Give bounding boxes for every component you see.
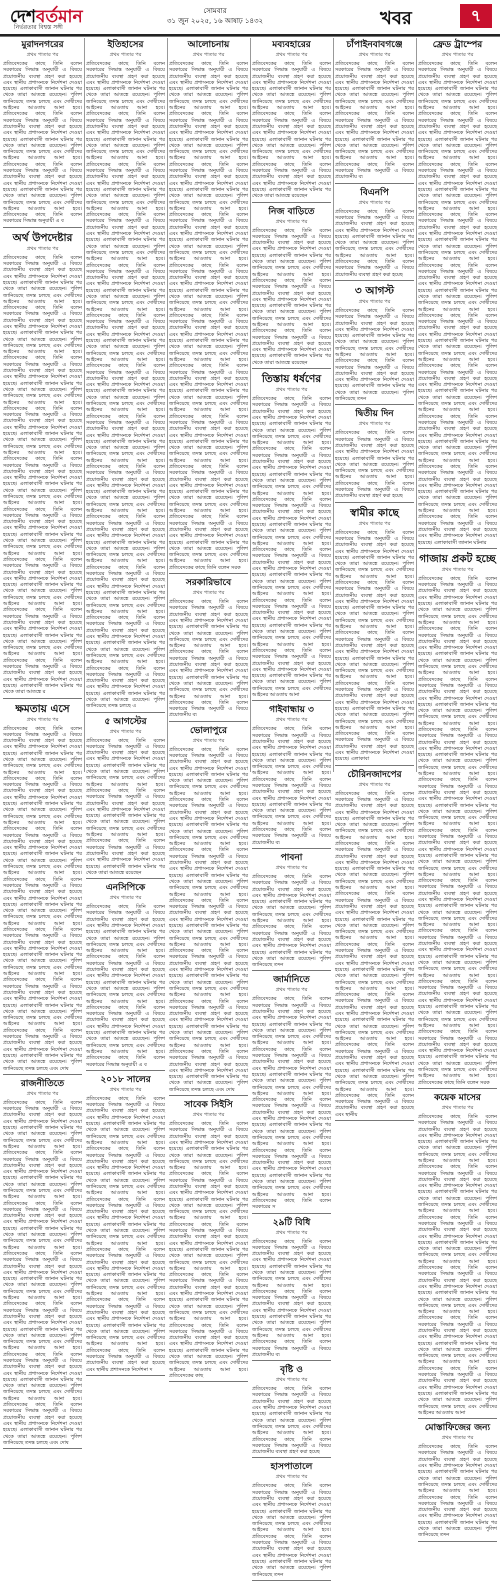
story-divider (335, 765, 414, 766)
story-headline[interactable]: ২৯টি বিধি (272, 1217, 311, 1228)
page-number: ৭ (460, 4, 492, 28)
news-story[interactable] (335, 770, 414, 1121)
continuation-note: প্রথম পাতার পর (358, 421, 391, 428)
news-story[interactable] (86, 717, 165, 880)
continuation-note: প্রথম পাতার পর (275, 717, 308, 724)
story-body: প্রতিবেদকের কাছে তিনি বলেন সরকারের সিদ্ধান্ত অনুযায়ী এ বিষয়ে প্রয়োজনীয় ব্যবস্থা গ্রহণ করা হয়েছে এবং স্থানীয় প্রশাসনকে নির্দেশনা দেওয়া হয়েছে। এলাকাবাসী জানান ঘটনার পর থেকে তারা আতঙ্কে রয়েছেন। পুলিশ জানিয়েছে তদন্ত চলছে এবং দোষীদের আইনের আওতায় আনা হবে। প্রতিবেদকের কাছে তিনি বলেন সরকারের সিদ্ধান্ত অনুযায়ী এ বিষয়ে প্রয়োজনীয় ব্যবস্থা গ্রহণ করা হয়েছ (335, 208, 414, 278)
story-headline[interactable]: চাঁপাইনবাবগঞ্জে (346, 40, 403, 50)
news-story[interactable] (86, 1075, 165, 1376)
story-body: প্রতিবেদকের কাছে তিনি বলেন সরকারের সিদ্ধান্ত অনুযায়ী এ বিষয়ে প্রয়োজনীয় ব্যবস্থা গ্রহণ করা হয়েছে এবং স্থানীয় প্রশাসনকে নির্দেশনা দেওয়া হয়েছে। এলাকাবাসী জানান ঘটনার পর থেকে তারা আতঙ্কে রয়েছেন। পুলিশ জানিয়েছে তদন্ত চলছে এবং দোষীদের আইনের আওতায় আনা হবে। প্রতিবেদকের কাছে তিনি বলেন সরকারের সিদ্ধান্ত অনুযায়ী এ বিষয়ে প্রয়োজনীয় ব্যবস্থা গ্রহণ করা হয়েছে এবং স্থানীয় প্রশাসনকে নির্দেশনা দেওয়া হয়েছে। এলাকাবাসী জানান ঘটনার পর থেকে তারা আতঙ্কে রয়েছেন। পুলিশ জানিয়েছে তদন্ত চলছে এবং দোষীদের আইনের আওতায় আনা হবে। প্রতিবেদকের কাছে তিনি বলেন সরকারের সিদ্ধান্ত অনুযায়ী এ বিষয়ে প্রয়োজনীয় ব্যবস্থা গ্রহণ করা হয়েছে এবং স্থানীয় প্রশাসনকে নির্দেশনা দেওয়া হয়েছে। এলাকাবাসী জানান ঘটনার পর থেকে তারা আতঙ্কে রয়েছেন। পুলিশ জানিয়েছে তদন্ত চলছে এবং দোষীদের আইনের আওতায় আনা হবে। প্রতিবেদকের কাছে তিনি বলেন সরকারের সিদ্ধান্ত অনুযায়ী এ বিষয়ে প্রয়োজনীয় ব্যবস্থা গ্রহণ করা হয়েছে এবং স্থানীয় প্রশাসনকে নির্দেশনা দেওয়া হয়েছে। এলাকাবাসী জানান ঘটনার পর থেকে তারা আতঙ্কে রয়েছেন। পুলিশ জানিয়েছে তদন্ত চলছে এবং দোষীদের আইনের আওতায় আনা হবে। প্রতিবেদকের কাছে তিনি বলেন সরকারের সিদ্ধান্ত অনুযায়ী এ বিষয়ে প্রয়োজনীয় ব্যবস্থা গ্রহণ করা হয়েছে এবং স্থানীয় প্রশাসনকে নির্দেশনা দেওয়া হয়েছে। এলাকাবাসী জানান ঘটনার পর থেকে তারা আতঙ্কে রয়েছেন। পুলিশ জানিয়েছে তদন্ত চলছে এবং দোষীদের আইনের আওতায় আনা হবে। প্রতিবেদকের কাছে তিনি বলেন সরকারের সিদ্ধান্ত অনুযায়ী এ বিষয়ে প্রয়োজনীয় ব্যবস্থা গ্রহণ করা হয়েছে এবং স্থানীয় প্রশাসনকে নির্দেশনা দেওয়া হয়েছে। এলাকাবাসী জানান ঘটনার পর থেকে তারা আতঙ্কে রয়েছেন। পুলিশ জানিয়েছে তদন্ত চলছে এবং দোষীদের আইনের আওতায় আনা হবে। প্রতিবেদকের কাছে তিনি বলেন সরকারের সিদ্ধান্ত অনুযায়ী এ বিষয়ে প্রয়োজনীয় ব্যবস্থা গ্রহণ করা হয়েছে এবং স্থানীয় প্রশাসনকে নির্দেশনা দেওয়া হয়েছে। এলাকাবাসী জানান ঘটনার পর থেকে তারা আতঙ্কে রয়েছেন। পুলিশ জানিয়েছে তদন্ত চলছে এবং দোষীদের আইনের আওতায় আনা হবে। প্রতিবেদকের কাছে তিনি বলেন সরকারের সিদ্ধান্ত অনুযায়ী এ বিষয়ে প্রয়োজনীয় ব্যবস্থা গ্রহণ করা হয়েছে এবং স্থানীয় প্রশাসনকে নির্দেশনা দেওয়া হয়েছে। এলাকাবাসী জানান ঘটনার পর থেকে তারা আতঙ্কে রয়েছেন। পুলিশ জানিয়েছে তদন্ত চলছে এবং দোষীদের আইনের আওতায় আনা হবে। প্রতিবেদকের কাছে তিনি বলেন সরকারের সিদ্ধান্ত অনুযায়ী এ বিষয়ে প্রয়োজনীয় ব্যবস্থা গ্রহণ করা হয়েছে এবং স্থানীয় প্রশাসনকে নির্দেশনা দেওয়া হয়েছে। এলাকাবাসী জানান ঘটনার পর থেকে তারা আতঙ্কে র (3, 254, 82, 696)
continuation-note: প্রথম পাতার পর (358, 199, 391, 206)
story-headline[interactable]: গাইবান্ধায় ৩ (269, 705, 314, 716)
story-body: প্রতিবেদকের কাছে তিনি বলেন সরকারের সিদ্ধান্ত অনুযায়ী এ বিষয়ে প্রয়োজনীয় ব্যবস্থা গ্রহণ করা হয়েছে এবং স্থানীয় প্রশাসনকে নির্দেশনা দেওয়া হয়েছে। এলাকাবাসী জানান ঘটনার পর থেকে তারা আতঙ্কে রয়েছেন। পুলিশ জানিয়েছে তদন্ত চলছে এবং দোষীদের আইনের আওতায় আনা হবে। প্রতিবেদকের কাছে তিনি বলেন সরকারের সিদ্ধান্ত অনুযায়ী এ বিষয়ে প্রয়োজনীয় ব্যবস্থা গ্রহণ করা হয়েছে এবং স্থানীয় প্রশাসনকে নির্দেশনা দেওয়া হয়েছে। এলাকাবাসী জানান ঘটনার পর থেকে তারা আতঙ্কে রয়েছেন। পুলিশ জানিয়েছে তদন্ত চলছে এবং দোষীদের আইনের আওতায় আনা হবে। প্রতিবেদকের কাছে তিনি বলেন সরকারের সিদ্ধান্ত অনুযায়ী এ বিষয়ে প্রয়োজনীয় ব্যবস্থা গ্রহণ করা হয়েছে এবং স্থানীয় প্রশাসনকে নির্দেশনা দেওয়া হয়েছে। এলাকাবাসী জানান ঘটনার পর থেকে তারা আতঙ্কে রয়েছেন। পুলিশ জানিয়েছে তদন্ত চলছে এবং দোষীদের আইনের আওতায় আনা হবে। প্রতিবেদকের কাছে তিনি বলেন সরকারের সিদ্ধান্ত অনুযায়ী এ বিষয়ে প্রয়োজনীয় ব্যবস্থা গ্রহণ করা হয়েছে এবং স্থানীয় প্রশাসনকে নির্দেশনা দেওয়া হয়েছে। এলাকাবাসী জানান ঘটনার পর থেকে তারা আতঙ্কে রয়েছেন। পুলিশ জানিয়েছে তদন্ত চলছে এবং দোষীদের আইনের আওতায় আনা হবে। প্রতিবেদকের কাছে তিনি বলেন সরকারের সিদ্ধান্ত অনুযায়ী এ বিষয়ে প্রয়োজনীয় ব্যবস্থা গ্রহণ করা হয়েছে এবং স্থানীয় প্রশাসনকে নির্দেশনা দেওয়া হয়েছে। এলাকাবাসী জানান ঘটনার পর থেকে তারা আতঙ্কে রয়েছেন। পুলিশ জানিয়েছে তদন্ত চলছে এবং দোষীদের আইনের আওতায় আনা হবে। প্রতিবেদকের কাছে তিনি বলেন সরকারের সিদ্ধান্ত অনুযায়ী এ বিষয়ে প্রয়োজনীয় ব্যবস্থা গ্রহণ করা হয়েছে এবং স্থানীয় প্রশাসনকে নির্দেশনা দেওয়া হয়েছে। এলাকাবাসী জানান ঘটনার পর থেকে তারা আতঙ্কে রয়েছেন। পুলিশ জানিয়েছে তদন্ত চলছে এবং দোষীদের আইনের আওতায় আনা হবে। প্রতিবেদকের কাছে তিনি বলেন সরকারের সিদ্ধান্ত অনুযায়ী এ বিষয়ে প্রয়োজনীয় ব্যবস্থা গ্রহণ করা হয়েছে এবং স্থানীয় প্রশাসনকে নির্দেশনা দেওয়া হয়েছে। এলাকাবাসী জানান ঘটনার পর থেকে তারা আতঙ্কে রয়েছেন। পুলিশ জানিয়েছে তদন্ত চলছে এবং দোষ (169, 746, 248, 1093)
news-story[interactable] (252, 1462, 331, 1580)
story-body: প্রতিবেদকের কাছে তিনি বলেন সরকারের সিদ্ধান্ত অনুযায়ী এ বিষয়ে প্রয়োজনীয় ব্যবস্থা গ্রহণ করা হয়েছে এবং স্থানীয় প্রশাসনকে নির্দেশনা দেওয়া হয়েছে। এলাকাবাসী জানান ঘটনার পর থেকে তারা আতঙ্কে রয়েছেন। পুলিশ জানিয়েছে তদন্ত চলছে এবং দোষীদের আইনের আওতায় আনা হবে। প্রতিবেদকের কাছে তিনি বলেন সরকারের সিদ্ধান্ত অনুযায়ী এ বিষয়ে প্রয়োজনীয় ব্যবস্থা গ্রহণ করা হয়েছে এবং স্থানীয় প্রশাসনকে নির্দেশনা দেওয়া হয়েছে। এলাকাবাসী জানান ঘটনার পর থেকে তারা আতঙ্কে রয়েছেন। পুলিশ জানিয়েছে তদন্ত চলছে এবং দোষীদের আইনের আওতায় আনা হবে। প্রতিবেদকের কাছে তিনি বলেন সরকারের সিদ্ধান্ত অনুযায়ী এ বিষয়ে প্রয়োজনীয় ব্যবস্থা গ্রহণ করা হয়েছে এবং স্থানীয় প্রশাসনকে নির্দেশনা দেওয়া হয়েছে। এলাকাবাসী জানান ঘটনার পর থেকে তারা আতঙ্কে রয়েছেন। পুলিশ জানিয়েছে তদন্ত চলছে এবং দোষীদের আইনের আওতায় আনা হবে। প্রতিবেদকের কাছে তিনি বলেন সরকারের সিদ্ধান্ত অনুযায়ী এ ব (3, 61, 82, 225)
story-headline[interactable]: সরকারিভাবে (185, 578, 232, 589)
story-divider (418, 548, 497, 549)
continuation-note: প্রথম পাতার পর (275, 218, 308, 225)
column-1 (3, 38, 82, 1446)
continuation-note: প্রথম পাতার পর (358, 52, 391, 58)
news-story[interactable] (86, 40, 165, 713)
news-story[interactable] (169, 40, 248, 574)
story-divider (252, 1457, 331, 1458)
story-body: প্রতিবেদকের কাছে তিনি বলেন সরকারের সিদ্ধান্ত অনুযায়ী এ বিষয়ে প্রয়োজনীয় ব্যবস্থা গ্রহণ করা হয়েছে এবং স্থানীয় প্রশাসনকে নির্দেশনা দেওয়া হয়েছে। এলাকাবাসী জানান ঘটনার পর থেকে তারা আতঙ্কে রয়েছেন। পুলিশ জানিয়েছে তদন্ত চলছে এবং দোষীদের আইনের আওতায় আনা হবে। প্রতিবেদকের কাছে তিনি বলেন সরকারের সিদ্ধান্ত অনুযায়ী এ বিষয়ে প্রয়োজনীয় ব্যবস্থা গ্রহণ করা হয়েছে এবং স্থানীয় প্রশাসনকে নির্দেশনা দেওয়া হয়েছে। এলাকাবাসী জানান ঘটনার পর থেকে তারা আতঙ্কে রয়েছেন। পুলিশ জানিয়েছে তদন্ত চলছে এবং দোষীদের আইনের আওতায় আনা হবে। প্রতিবেদকের কাছে তিনি বলেন সরকারের সিদ্ধান্ত অনুযায়ী এ বিষয়ে প্রয়োজনীয় ব্যবস্থা গ্রহণ করা হয়েছে এবং স্থানীয় প্রশাসনকে নির্দেশনা দেওয়া হয়েছে। এলাকাবাসী জানান ঘটনার পর থেকে তারা আতঙ্কে রয়েছেন। পুলিশ জানিয়েছে তদন্ত চলছে এবং দোষীদের আইনের আওতায় আনা হবে। প্রতিবেদকের কাছে তিনি বলেন সরকারের সিদ্ধান্ত অনুযায়ী এ বিষয়ে প্রয়োজনীয় ব্যবস্থা গ্রহণ করা হয়েছে এবং স্থানীয় প্রশাসনকে নির্দেশনা দেওয়া হয়েছে। এলাকাবাসী জানান ঘটনার পর থেকে তারা আতঙ্কে রয়েছেন। পুলিশ জানিয়েছে তদন্ত চলছে এবং দোষীদের আইনের আওতায় আনা হবে। প্রতিবেদকের কাছে তিনি বলেন সরকারের স (252, 996, 331, 1211)
news-story[interactable] (252, 373, 331, 701)
story-divider (3, 1448, 82, 1449)
story-divider (335, 280, 414, 281)
story-headline[interactable]: ভোলাপুরে (190, 725, 227, 736)
story-body: প্রতিবেদকের কাছে তিনি বলেন সরকারের সিদ্ধান্ত অনুযায়ী এ বিষয়ে প্রয়োজনীয় ব্যবস্থা গ্রহণ করা হয়েছে এবং স্থানীয় প্রশাসনকে নির্দেশনা দেওয়া হয়েছে। এলাকাবাসী জানান ঘটনার পর থেকে তারা আতঙ্কে রয়েছেন। পুলিশ জানিয়েছে তদন্ত চলছে এবং দোষীদের আইনের আওতায় আনা হবে। প্রতিবেদকের কাছে তিনি বলেন সরকারের সিদ্ধান্ত অনুযায়ী এ বিষয়ে প্রয়োজনীয় ব্যবস্থা গ্রহণ করা হয়েছে এবং স্থানীয় প্রশাসনকে নির্দেশনা দেওয়া হয়েছে। এলাকাবাসী জানান ঘটনার পর থেকে তারা আতঙ্কে রয়েছেন। পুলিশ জানিয়েছে তদন (335, 307, 414, 403)
story-body: প্রতিবেদকের কাছে তিনি বলেন সরকারের সিদ্ধান্ত অনুযায়ী এ বিষয়ে প্রয়োজনীয় ব্যবস্থা গ্রহণ করা হয়েছে এবং স্থানীয় প্রশাসনকে নির্দেশনা দেওয়া হয়েছে। এলাকাবাসী জানান ঘটনার পর থেকে তারা আতঙ্কে রয়েছেন। পুলিশ জানিয়েছে তদন্ত চলছে এবং দোষীদের আইনের আওতায় আনা হবে। প্রতিবেদকের কাছে তিনি বলেন সরকারের সিদ্ধান্ত অনুযায়ী এ বিষয়ে প্রয়োজনীয় ব্যবস্থা গ্রহণ করা হয়েছে এবং স্থানীয় প্রশাসনকে নির্দেশনা দেওয়া হয়েছে। এলাকাবাসী জানান ঘটনার পর থেকে তারা আতঙ্কে রয়েছেন। পুলিশ জানিয়েছে তদন্ত চলছে এবং দোষীদের আইনের আওতায় আনা হবে। প্রতিবেদকের কাছে তিনি বলেন সরকারের সিদ্ধান্ত অনুযায়ী এ বিষয়ে প্রয়োজনীয় ব্যবস্থা গ্রহণ করা হয়েছে এবং স্থানীয় প্রশাসনকে নির্দেশনা দেওয়া হয়েছে। এলাকাবাসী জানান ঘটনার পর থেকে তারা আতঙ্কে রয়েছেন। পুলিশ জানিয়েছে তদন্ত চলছে এবং দোষীদের আইনের আওতায় আনা হবে। প্রতিবেদকের কাছে তিনি বলেন সরকারের সিদ্ধান্ত অনুযায়ী এ বিষয়ে প্রয়োজনীয় ব্যবস্থা গ্রহণ করা হয়েছে এবং স্থানীয় প্রশাসনকে নির্দেশনা দেওয়া হয়েছে। এলাকাবাসী জানান ঘটনার পর থেকে তারা আতঙ্কে রয়েছেন। পুলিশ জানিয়েছে তদন্ত চলছে এবং দোষীদের আইনের আওতায় আনা হবে। প্রতিবেদকের কাছে তিনি বলেন সরকারের সিদ্ধান্ত অনুযায়ী এ বিষয়ে প্রয়োজনীয় ব্যবস্থা গ্রহণ করা হয়েছে এবং স্থানীয় প্রশাসনকে নির্দেশনা দেওয়া হয়েছে। এলাকাবাসী জানান ঘটনার পর থেকে তারা আতঙ্কে রয়েছেন। পুলিশ জানিয়েছে তদন্ত চলছে এবং দোষীদের আইনের আওতায় আনা হবে। প্রতিবেদকের কাছে তিনি বলেন সরকারের সিদ্ধান্ত অনুযায়ী এ বিষয়ে প্রয়োজনীয় ব্যবস্থা গ্রহণ করা হয়েছে এবং স্থানীয় প্রশাসনকে নির্দেশনা দেওয়া হয়েছে। এলাকাবাসী জানান ঘটনার পর থেকে তারা আতঙ্কে রয়েছেন। পুলিশ জানিয়েছে তদন্ত চলছে এবং দোষীদের আইনের আওতায় আনা হবে। প্রতিবেদকের কাছে তিনি বলেন সরকারের সিদ্ধান্ত অনুযায়ী এ বিষয়ে প্রয়োজনীয় ব্যবস্থা গ্রহণ করা হয়েছে এবং স্থানীয় প্রশাসনকে নির্দেশনা দেওয়া হয়েছে। এলাকাবাসী জানান ঘটনার পর থেকে তারা আতঙ্কে রয়েছেন। পুলিশ জানিয়েছে তদন্ত চলছে এবং দোষীদের আইনের আওতায় আনা হবে। প্রতিবেদকের কাছে তিনি বলেন সরকারের সিদ্ধান্ত অনুযায়ী এ বিষয়ে প্রয়োজনীয় ব্যবস্থা গ্রহণ করা হয়েছে এবং স্থানীয় প্রশাসনকে নির্দেশনা দেওয়া হয়েছে। এলাকাবাসী জানান ঘটনার পর থেকে তারা আতঙ্কে রয়েছেন। পুলিশ জানিয়েছে তদন্ত চলছে এবং দোষীদের আইনের আওতায় আনা হবে। প্রতিবেদকের কাছে তিনি বলেন সরকারের সিদ্ধান্ত অনুযায়ী এ বিষয়ে প্রয়োজনীয় ব্যবস্থা গ্রহণ করা হয়েছে এবং স্থানীয় প্রশাসনকে নির্দেশনা দেওয়া হয়েছে। এলাকাবাসী জানান ঘটনার পর থেকে তারা আতঙ্কে রয়েছেন। পুলিশ জানিয়েছে তদন্ত চলছে এবং দোষীদের আইনের আওতায় আনা হবে। প্রতিবেদকের কাছে তিনি বলেন সরকারের সিদ্ধান্ত অনুযায়ী এ বিষয়ে প্রয়োজনীয় ব্যবস্থা গ্রহণ করা হয়েছে এবং স্থানীয় প্রশাসনকে নির্দেশনা দেওয়া হয়েছে। এলাকাবাসী জানান ঘটনার (418, 61, 497, 546)
story-divider (3, 1074, 82, 1075)
story-divider (252, 368, 331, 369)
column-separator (84, 38, 85, 772)
story-divider (252, 1360, 331, 1361)
logo-part-2: বর্তমান (35, 7, 83, 27)
story-headline[interactable]: এনসিপিকে (105, 883, 146, 894)
story-body: প্রতিবেদকের কাছে তিনি বলেন সরকারের সিদ্ধান্ত অনুযায়ী এ বিষয়ে প্রয়োজনীয় ব্যবস্থা গ্রহণ করা হয়েছে এবং স্থানীয় প্রশাসনকে নির্দেশনা দেওয়া হয়েছে। এলাকাবাসী জানান ঘটনার পর থেকে তারা আতঙ্কে রয়েছেন। পুলিশ জানিয়েছে তদন্ত চলছে এবং দোষীদের আইনের আওতায় আনা হবে। প্রতিবেদকের কাছে তিনি বলেন সরকারের সিদ্ধান্ত অনুযায়ী এ বিষয়ে প্রয়োজনীয় ব্যবস্থা গ্রহণ করা হয়েছে এবং স্থানীয় প্রশাসনকে নির্দেশনা দেওয়া হয়েছে। এলাকাবাসী জানান ঘটনার পর থেকে তারা আতঙ্কে রয়েছেন। পুলিশ জানিয়েছে তদন্ত চলছে এবং দোষীদের আইনের আওতায় আনা হবে। প্রতিবেদকের কাছে তিনি বলেন সরকারের সিদ্ধান্ত অনুযায়ী এ বিষয়ে প্রয়োজনীয় ব্যবস্থা গ্রহণ করা হয়েছে এবং স্থানীয় প্রশাসনকে নির্দেশনা দেওয়া হয়েছে। এলাকাবাসী জানান ঘটনার পর থেকে তারা আতঙ্কে রয়েছেন। পুলিশ জানিয়েছে তদন্ত চলছে এবং দোষীদের আইনের আওতায় আনা হবে। প্রতিবেদকের কাছে তিনি বলেন সরকারের সিদ্ধান্ত অনুযায়ী এ বিষয়ে প্রয়োজনীয় ব্যবস্থা গ্রহণ করা হয়েছে এবং স্থানীয় প্রশাসনকে নির্দেশনা দেওয়া হয়েছে। এলাকাবাসী জানান ঘটনার পর থেকে তারা আতঙ্কে রয়েছেন। পুলিশ জানিয়েছে তদন্ত চলছে এবং দোষীদের আইনের আওতায় আনা হবে। প্রতিবেদকের কাছে তিনি বলেন সরকারের সিদ্ধান্ত অনুযায়ী এ বিষয়ে প্রয়োজনীয় ব্যবস্থা গ্রহণ করা হয়েছে এবং স্থানীয় প্রশাসনকে নির্দেশনা দেওয়া হয়েছে। এলাকাবাসী জানান ঘটনার পর থেকে তারা আতঙ্কে রয়েছেন। পুলিশ জানিয়েছে তদন্ত চলছে এবং দোষীদের আইনের আওতায় আনা হবে। প্রতিবেদকের কাছে তিনি বলেন সরকারের সিদ্ধান্ত অনুযায়ী এ বিষয়ে প্রয়োজনীয় ব্যবস্থা গ্রহণ করা হয়েছে এবং স্থানীয় প্রশাসনকে নির্দেশনা দেওয়া হয়েছে। এলাকাবাসী জানান ঘটনার পর থেকে তারা আতঙ্কে রয়েছেন। পুলিশ জানিয়েছে তদন্ত চলছে এবং দোষীদের আইনের আওতায় আনা হবে। প্রতিবেদকের কাছে তিনি বলেন সরকারের সিদ্ধান্ত অনুযায়ী এ বিষয়ে প্রয়োজনীয় ব্যবস্থা গ্রহণ করা হয়েছে এবং স্থানীয় প্রশাসনকে নির্দেশনা দেওয়া হয়েছে। এলাকাবাসী জানান ঘটনার পর থেকে তারা আতঙ্কে রয়েছেন। পুলিশ জানিয়েছে তদন্ত চলছে এবং দোষীদের আইনের আওতায় আনা হবে। প্রতিবেদকের কাছে তিনি বলেন সরকারের সিদ্ধান্ত অনুযায়ী এ বিষয়ে প্রয়োজনীয় ব্যবস্থা গ্রহণ করা হয়েছে এবং স্থানীয় প্রশাসনকে নির্দেশনা দেওয়া হয়েছে। এলাকাবাসী জানান ঘটনার পর থেকে তারা আতঙ্কে রয়েছেন। পুলিশ জানিয়েছে তদন্ত চলছে এবং দোষীদের আইনের আওতায় আনা হবে। প্রতিবেদকের কাছে তিনি বলেন সরকারের সিদ্ধান্ত অনুযায়ী এ বিষয়ে প্রয়োজনীয় ব্যবস্থা গ্রহণ করা হয়েছে এবং স্থানীয় প্রশাসনকে নির্দেশনা দেওয়া হয়েছে। এলাকাবাসী জানান ঘটনার পর থেকে তারা আতঙ্কে রয়েছেন। পুলিশ জানিয়েছে তদন্ত চলছে এবং দোষীদের আইনের আওতায় আনা হবে। প্রতিবেদকের কাছে তিনি বলেন সরকারের সিদ্ধান্ত অনুযায়ী এ বিষয়ে প্রয়োজনীয় ব্যবস্থা গ্রহণ করা হয়েছে এবং স্থানীয় প্রশাসনকে নির্দেশনা দেওয়া হয়েছে। এলাকাবাসী জানান ঘটনার পর থেকে তারা আতঙ্কে রয়েছেন। পুলিশ জানিয়েছে তদন্ত চলছে এবং দোষীদের আইনের আওতায় আনা হবে। প্রতিবেদকের কাছে তিনি বলেন সরকারের সিদ্ধান্ত অনুযায়ী এ বিষয়ে প্রয়োজনীয় ব্যবস্থা গ্রহণ করা হয়েছে এবং স্থানীয় প্রশাসনকে নির্দেশনা দেওয়া হয়েছে। এলাকাবাসী জানান ঘটনার পর থেকে তারা আতঙ্কে রয়েছেন। পুলিশ জানিয়েছে তদন্ত চলছে এবং দোষীদের আইনের আওতায় আনা হবে। প্রতিবেদকের কাছে তিনি বলেন সরকারের সিদ্ধান্ত অনুযায়ী এ বিষয়ে প্রয়োজনীয় ব্যবস্থা গ্রহণ করা হয়েছে এবং স্থানীয় প্রশাসনকে নির্দেশনা দেওয়া হয়েছে। এলাকাবাসী জানান ঘটনার পর থেকে তারা আতঙ্কে রয়েছেন। পুলিশ জানিয়েছে তদন্ত চলছে এবং দোষীদের আইনের আওতায় আনা হবে। প্রতিবেদকের কাছে তিনি বলেন সরকারের সিদ্ধান্ত অনুযায়ী এ বিষয়ে প্রয়োজনীয় ব্যবস্থা গ্রহণ করা হয়েছে এবং স্থানীয় প্রশাসনকে নির্দেশনা দেওয়া হয়েছে। এলাকাবাসী জানান ঘটনার পর থেকে তারা আতঙ্কে রয়েছেন। পুলিশ জানিয়েছে তদন্ত চলছে এ (86, 61, 165, 710)
story-divider (86, 1375, 165, 1376)
section-title: খবর (380, 8, 412, 29)
column-3 (169, 38, 248, 1379)
continuation-note: প্রথম পাতার পর (26, 245, 59, 252)
story-headline[interactable]: মোস্তাফিজের জন্য (424, 1423, 491, 1434)
story-body: প্রতিবেদকের কাছে তিনি বলেন সরকারের সিদ্ধান্ত অনুযায়ী এ বিষয়ে প্রয়োজনীয় ব্যবস্থা গ্রহণ করা হয়েছে এবং স্থানীয় প্রশাসনকে নির্দেশনা দেওয়া হয়েছে। এলাকাবাসী জানান ঘটনার পর থেকে তারা আতঙ্কে রয়েছেন। পুলিশ জানিয়েছে তদন্ত চলছে এবং দোষীদের আইনের আওতায় আনা হবে। প্রতিবেদকের কাছে তিনি বলেন সরকারের সিদ্ধান্ত অনুযায়ী এ বিষয়ে প্রয়োজনীয় ব্যবস্থা গ্রহণ করা হয়েছে এবং স্থানীয় প্রশাসনকে নির্দেশনা দেওয়া হয়েছে। এলাকাবাসী জানান ঘটনার পর থেকে তারা আতঙ্কে রয়েছেন। পুলিশ জানিয়েছে তদন (418, 1444, 497, 1539)
news-story[interactable] (252, 207, 331, 370)
story-body: প্রতিবেদকের কাছে তিনি বলেন সরকারের সিদ্ধান্ত অনুযায়ী এ বিষয়ে প্রয়োজনীয় ব্যবস্থা গ্রহণ করা হয়েছে এবং স্থানীয় প্রশাসনকে নির্দেশনা দেওয়া হয়েছে। এলাকাবাসী জানান ঘটনার পর থেকে তারা আতঙ্কে রয়েছেন। পুলিশ জানিয়েছে তদন্ত চলছে এবং দোষীদের আইনের আওতায় আনা হবে। প্রতিবেদকের কাছে তিনি বলেন সরকারের সিদ্ধান্ত অনুযায়ী এ বিষয়ে প্রয়োজনীয় ব্যবস্থা গ্রহণ করা হয়েছে এবং স্থানীয় প্রশাসনকে নির্দেশনা দেওয়া হয়েছে। এলাকাবাসী জানান ঘটনার পর থেকে তারা আতঙ্কে রয়েছেন। পুলিশ জানিয়েছে তদন্ত চলছে এবং দোষীদের আইনের আওতায় আনা হবে। প্রতিবেদকের কাছে তিনি বলেন সরকারের সিদ্ধান্ত অনুযায়ী এ বিষয়ে প্রয়োজনীয় ব্যবস্থা গ্রহণ করা হয়েছে এবং স্থানীয় প্রশাসনকে নির্দেশনা দেওয়া হয়েছে। এলাকাবাসী জানান ঘটনার পর থেকে তারা আতঙ্কে রয়েছেন। পুলিশ জানিয়েছে তদন্ত চলছে এবং দোষীদের আইনের আওতায় আনা হবে। প্রতিবেদকের কাছে তিনি বলেন সরকারের সিদ্ধান্ত অনুযায়ী এ বিষয়ে প্রয়োজনীয় ব্যবস্থা গ্রহণ করা হয়েছে এবং স্থানীয় প্রশাসনকে নির্দেশনা দেওয়া হয়েছে। এলাকাবাসী জানান ঘটনার পর থেকে তারা আতঙ্কে রয়েছেন। পুলিশ জানিয়েছে তদন্ত চলছে এবং দোষীদের আইনের আওতায় আনা হবে। প্রতিবেদকের কাছে তিনি বলেন সরকারের সিদ্ধান্ত অনুযায়ী এ বিষয়ে প্রয়োজনীয় ব্যবস্থা গ্রহণ করা হয়েছে এবং স্থানীয় প্রশাসনকে নির্দেশনা দেওয়া হয়েছে। এলাকাবাসী জানান ঘটনার পর থেকে তারা আতঙ্কে রয়েছেন। পুলিশ জানিয়েছে তদন্ত চলছে এবং দোষীদের আইনের আওতায় আনা হবে। প্রতিবেদকের কাছে তিনি বলেন সরকারের সিদ্ধান্ত অনুযায়ী এ বিষয়ে প্রয়োজনীয় ব্যবস্থা গ্রহণ করা হয়েছে এবং স্থানীয় প্রশাসনকে নির্দেশনা দেওয়া হয়েছে। এলাকাবাসী জানান ঘটনার পর থেকে তারা আতঙ্কে রয়েছেন। পুলিশ জানিয়েছে তদন্ত চলছে এবং দোষীদের আইনের আওতায় আনা (418, 1113, 497, 1416)
story-divider (418, 1541, 497, 1542)
story-body: প্রতিবেদকের কাছে তিনি বলেন সরকারের সিদ্ধান্ত অনুযায়ী এ বিষয়ে প্রয়োজনীয় ব্যবস্থা গ্রহণ করা হয়েছে এবং স্থানীয় প্রশাসনকে নির্দেশনা দেওয়া হয়েছে। এলাকাবাসী জানান ঘটনার পর থেকে তারা আতঙ্কে রয়েছেন। পুলিশ জানিয়েছে তদন্ত চলছে এবং দোষীদের আইনের আওতায় আনা হবে। প্রতিবেদকের কাছে তিনি বলেন সরকারের সিদ্ধান্ত অনুযায়ী এ বিষয়ে প্রয়োজনীয় ব্যবস্থা গ্রহণ করা হয়েছ (335, 430, 414, 500)
continuation-note: প্রথম পাতার পর (109, 895, 142, 902)
news-story[interactable] (252, 975, 331, 1213)
story-divider (86, 1070, 165, 1071)
story-headline[interactable]: তিস্তায় ধর্ষণের (261, 373, 322, 386)
continuation-note: প্রথম পাতার পর (26, 52, 59, 58)
top-divider (0, 36, 500, 37)
story-divider (169, 1381, 248, 1382)
date: ৩১ জুন ২০২৫, ১৬ আষাঢ় ১৪৩২ (166, 17, 264, 25)
story-body: প্রতিবেদকের কাছে তিনি বলেন সরকারের সিদ্ধান্ত অনুযায়ী এ বিষয়ে প্রয়োজনীয় ব্যবস্থা গ্রহণ করা হয়েছে এবং স্থানীয় প্রশাসনকে নির্দেশনা দেওয়া হয়েছে। এলাকাবাসী জানান ঘটনার পর থেকে তারা আতঙ্কে রয়েছেন। পুলিশ জানিয়েছে তদন্ত চলছে এবং দোষীদের আইনের আওতায় আনা হবে। প্রতিবেদকের কাছে তিনি বলেন সরকারের সিদ্ধান্ত অনুযায়ী এ বিষয়ে প্রয়োজনীয় ব্যবস্থা গ্রহণ করা হয়েছে এবং স্থানীয় প্রশাসনকে নির্দেশনা দেওয়া হয়েছে। এলাকাবাসী জানান ঘটনার পর থেকে তারা আতঙ্কে রয়েছেন। পুলিশ জানিয়েছে তদন্ত চলছে এবং দোষীদের আইনের আওতায় আনা হবে। প্রতিবেদকের কাছে তিনি বলেন সরকারের সিদ্ধান্ত অনুযায়ী এ বিষয়ে প্রয়োজনীয় ব্যবস্থা গ্রহণ করা হয়েছে এবং স্থানীয় প্রশাসনকে নির্দেশনা দেওয়া হয়েছে। এলাকাবাসী জানান ঘটনার পর থেকে তারা আতঙ্কে রয়েছেন। পুলিশ জানিয়েছে তদন্ত চলছে এবং দোষীদের আইনের আওতায় আনা হবে। প্রতিবেদকের কাছে তিনি বলেন সরকারের সিদ্ধান্ত অনুযায়ী এ বিষয়ে প্রয়োজনীয় ব্যবস্থা গ্রহণ করা হয়েছে এবং স্থানীয় প্রশাসনকে নির্দেশনা দেওয়া হয়েছে। এলাকাবাসী জানান ঘটনার পর থেকে তারা আতঙ্কে রয়েছেন। পুলিশ জানিয়েছে তদন্ত চলছে এবং দোষীদের আইনের আওতায় আনা হবে। প্রতিবেদকের কাছে তিনি বলেন সরকারের সিদ্ধান্ত অনুযায়ী এ বিষয়ে প্রয়োজনীয় ব্যবস্থা গ্রহণ করা হয়েছে এবং স্থানীয় প্রশাসনকে নির্দেশনা দেওয়া হয়েছে। এলাকাবা (335, 529, 414, 763)
story-divider (169, 1095, 248, 1096)
continuation-note: প্রথম পাতার পর (358, 781, 391, 788)
news-story[interactable] (252, 1365, 331, 1458)
news-story[interactable] (335, 507, 414, 766)
story-body: প্রতিবেদকের কাছে তিনি বলেন সরকারের সিদ্ধান্ত অনুযায়ী এ বিষয়ে প্রয়োজনীয় ব্যবস্থা গ্রহণ করা হয়েছে এবং স্থানীয় প্রশাসনকে নির্দেশনা দেওয়া হয়েছে। এলাকাবাসী জানান ঘটনার পর থেকে তারা আতঙ্কে রয়েছেন। পুলিশ জানিয়েছে তদন্ত চলছে এবং দোষীদের আইনের আওতায় আনা হবে। প্রতিবেদকের কাছে তিনি বলেন সরকারের সিদ্ধান্ত অনুযায়ী এ বিষয়ে প্রয়োজনীয় ব্যবস্থা গ্রহণ করা হয়েছে এবং স্থানীয় প্রশাসনকে নির্দেশনা দেওয়া হয়েছে। এলাকাবাসী জানান ঘটনার পর থেকে তারা আতঙ্কে রয়েছেন। পুলিশ জানিয়েছে তদন্ত চলছে এবং দোষীদের আইনের আওতায় আনা হবে। প্রতিবেদকের কাছে তিনি বলেন সরকারের সিদ্ধান্ত অনুযায়ী এ বিষয়ে প্রয়োজনীয় ব্যবস্থা গ্রহণ করা হয়েছে এবং স্থানীয় প্রশাসনকে নির্দেশনা দেওয়া হয়েছে। এলাকাবাসী জানান ঘটনার পর থেকে তারা আতঙ্কে রয়েছেন। পুলিশ জানিয়েছে তদন্ত চলছে এবং দোষীদের আইনের আওতায় আনা হবে। প্রতিবেদকের কাছে তিনি বলেন সরকারের সিদ্ধান্ত অনুযায়ী এ বিষয়ে প্রয়োজনীয় ব্যবস্থা গ্রহণ করা হয়েছে এবং স্থানীয় প্রশাসনকে নির্দেশনা দেওয়া হয়েছে। এলাকাবাসী জানান ঘটনার পর থেকে তারা আতঙ্কে রয়েছেন। পুলিশ জানিয়েছে তদন্ত চলছে এবং দোষীদের আইনের আওতায় আনা হবে। প্রতিবেদকের কাছে তিনি বলেন সরকারের সিদ্ধান্ত অনুযায়ী এ বিষয়ে প্রয়োজনীয় ব্যবস্থা গ্রহণ করা হয়েছে এবং স্থানীয় প্রশাসনকে নির্দেশনা দেওয়া হয়েছে। এলাকাবাসী জানান ঘটনার পর থেকে তারা আতঙ্কে রয়েছেন। পুলিশ জানিয়েছে তদন্ত চলছে এবং দোষীদের আইনের আওতায় আনা হবে। প্রতিবেদকের কাছ (169, 1121, 248, 1379)
continuation-note: প্রথম পাতার পর (275, 52, 308, 58)
news-story[interactable] (169, 578, 248, 722)
column-2 (86, 38, 165, 1373)
story-divider (86, 712, 165, 713)
news-story[interactable] (252, 705, 331, 849)
tagline: নির্ভরতার বিশ্বস্ত সঙ্গী (14, 24, 63, 31)
story-body: প্রতিবেদকের কাছে তিনি বলেন সরকারের সিদ্ধান্ত অনুযায়ী এ বিষয়ে প্রয়োজনীয় ব্যবস্থা গ্রহণ করা হয়েছে এবং স্থানীয় প্রশাসনকে নির্দেশনা দেওয়া হয়েছে। এলাকাবাসী জানান ঘটনার পর থেকে তারা আতঙ্কে রয়েছেন। পুলিশ জানিয়েছে তদন্ত চলছে এবং দোষীদের আইনের আওতায় আনা হবে। প্রতিবেদকের কাছে তিনি বলেন সরকারের সিদ্ধান্ত অনুযায়ী এ বিষয়ে প্রয়োজনীয় ব্যবস্থা গ্রহণ করা হয়েছে এবং স্থানীয় প্রশাসনকে নির্দেশনা দেওয়া হয়েছে। এলাকাবাসী জানান ঘটনার পর থেকে তারা আতঙ্কে রয়েছেন। পুলিশ জানিয়েছে তদন্ত চলছে এবং দোষীদের আইনের আওতায় আনা হবে। প্রতিবেদকের কাছে তিনি বলেন সরকারের সিদ্ধান্ত অনুযায়ী এ বিষয়ে প্রয়োজনীয় ব্য (169, 599, 248, 719)
story-body: প্রতিবেদকের কাছে তিনি বলেন সরকারের সিদ্ধান্ত অনুযায়ী এ বিষয়ে প্রয়োজনীয় ব্যবস্থা গ্রহণ করা হয়েছে এবং স্থানীয় প্রশাসনকে নির্দেশনা দেওয়া হয়েছে। এলাকাবাসী জানান ঘটনার পর থেকে তারা আতঙ্কে রয়েছেন। পুলিশ জানিয়েছে তদন্ত চলছে এবং দোষীদের আইনের আওতায় আনা হবে। প্রতিবেদকের কাছে তিনি বলেন সরকারের সিদ্ধান্ত অনুযায়ী এ বিষয়ে প্রয়োজনীয় ব্যবস্থা গ্রহণ করা হয়েছে এবং স্থানীয় প্রশাসনকে নির্দেশনা দেওয়া হয়েছে। এলাকাবাসী জানান ঘটনার পর থেকে তারা আতঙ্কে রয়েছেন। পুলিশ জানিয়েছে তদন্ত চলছে এবং দোষীদের আইনের আওতায় আনা হবে। প্রতিবেদকের কাছে তিনি বলেন সরকারের সিদ্ধান্ত অনুযায়ী এ বিষয়ে প্রয়োজনীয় ব্যবস্থা গ্রহণ করা হয়েছে এবং স্থানীয় প্রশাসনকে নির্দেশনা দেওয়া হয়েছে। এলাকাবাসী জানান ঘটনার পর থেকে তারা আতঙ্কে রয়েছেন। পুলিশ জানিয়েছে তদন্ত চলছে এবং দোষীদের আইনের আওতায় আনা হবে। প্রতিবেদকের কাছে তিনি বলেন সরকারের সিদ্ধান্ত অনুযায়ী এ বিষয়ে প্রয়োজনীয় ব্যবস্থা গ্রহণ করা হয়েছে এবং স্থানীয় প্রশাসনকে নির্দেশনা দেওয়া হয়েছে। এলাকাবাসী জানান ঘটনার পর থেকে তারা আতঙ্কে রয়েছেন। পুলিশ জানিয়েছে তদন্ত চলছে এবং দোষীদের আইনের আওতায় আনা হবে। প্রতিবেদকের কাছে তিনি বলেন সরকারের সিদ্ধান্ত অনুযায়ী এ বিষয়ে প্রয়োজনীয় ব্যবস্থা গ্রহণ করা হয়েছে এবং স্থানীয় প্রশাসনকে নির্দেশনা দেওয়া হয়েছে। এলাকাবাসী জানান ঘটনার পর থেকে তারা আতঙ্কে রয়েছেন। পুলিশ জানিয়েছে তদন্ত চলছে এবং দোষীদের আইনের আওতায় আনা হবে। প্রতিবেদকের কাছে তিনি বলেন সরকারের সিদ্ধান্ত অনুযায়ী এ বিষয়ে প্রয়োজনীয় ব্যবস্থা গ্রহণ করা হয়েছে এবং স্থানীয় প্রশাসনকে নির্দেশনা দেওয়া হয়েছে। এলাকাবাসী জানান ঘটনার পর থেকে তারা আতঙ্কে রয়েছেন। পুলিশ জানিয়েছে তদন্ত চলছে এবং দোষীদের আইনের আওতায় আনা হবে। প্রতিবেদকের কাছে তিনি বলেন সরকারের সিদ্ধান্ত অনুযায়ী এ বিষয়ে প্রয়োজনীয় ব্যবস্থা গ্রহণ করা হয়েছে এবং স্থানীয় প্রশাসনকে নির্দেশনা দেওয়া হয়েছে। এলাকাবাসী জানান ঘটনার পর থেকে তারা আতঙ্কে রয়েছেন। পুলিশ জানিয়েছে তদন্ত চলছে এবং দোষীদের আইনের আওতায় আনা হবে। প্রতিবেদকের কাছে তিনি বলেন সরকারের সিদ্ধান্ত অনুযায়ী এ বিষয়ে প্রয়োজনীয় ব্যবস্থা গ্রহণ করা হয়েছে এবং স্থানীয় প্রশাসনকে নির্দেশনা দেওয়া হয়েছে। এলাকাবাসী জানান ঘটনার পর থেকে তারা আতঙ্কে রয়েছেন। পুলিশ জানিয়েছে তদন্ত চলছে এবং দোষীদের আইনের আওতায় আনা হবে। প্রতিবেদকের কাছে তিনি বলেন সরকারের সিদ্ধান্ত অনুযায়ী এ বিষয়ে প্রয়োজনীয় ব্যবস্থা গ্রহণ করা হয়েছে এবং স্থানীয় প্রশাসনকে নির্দেশনা দেওয়া হয়েছে। এলাকাবাসী জানান ঘটনার পর থেকে তারা আতঙ্কে রয়েছেন। পুলিশ জানিয়েছে তদন্ত চলছে এবং দোষীদের আইনের আওতায় আনা হবে। প্রতিবেদকের কাছে তিনি বলেন সরকারের সিদ্ধান্ত অনুযায়ী এ বিষয়ে প্রয়োজনীয় ব্যবস্থা গ্রহণ করা হয়েছে এবং স্থানীয় প্রশাসনকে নির্দেশনা দেওয়া হয়েছে। এলাকাবাসী জানান ঘটনার পর থেকে তারা আতঙ্কে রয়েছেন। পুলিশ জানিয়েছে তদন্ত চলছে এবং দোষীদের আইনের আওতায় আনা হবে। প্রতিবেদকের কাছে তিনি বলেন সরক (169, 61, 248, 571)
news-story[interactable] (335, 188, 414, 281)
story-headline[interactable]: দ্বিতীয় দিন (355, 409, 394, 420)
story-divider (252, 700, 331, 701)
continuation-note: প্রথম পাতার পর (275, 987, 308, 994)
story-headline[interactable]: মুরাদনগরের (21, 40, 64, 50)
story-headline[interactable]: ফ্রেড ট্রাম্পের (432, 40, 483, 50)
story-headline[interactable]: ৫ আগস্টের (104, 716, 147, 727)
story-divider (335, 183, 414, 184)
story-divider (169, 721, 248, 722)
story-body: প্রতিবেদকের কাছে তিনি বলেন সরকারের সিদ্ধান্ত অনুযায়ী এ বিষয়ে প্রয়োজনীয় ব্যবস্থা গ্রহণ করা হয়েছে এবং স্থানীয় প্রশাসনকে নির্দেশনা দেওয়া হয়েছে। এলাকাবাসী জানান ঘটনার পর থেকে তারা আতঙ্কে রয়েছেন। পুলিশ জানিয়েছে তদন্ত চলছে এবং দোষীদের আইনের আওতায় আনা হবে। প্রতিবেদকের কাছে তিনি বলেন সরকারের সিদ্ধান্ত অনুযায়ী এ বিষয়ে প্রয়োজনীয় ব্যবস্থা গ্রহণ করা হয়েছে এবং স্থানীয় প্রশাসনকে নির্দেশনা দেওয়া হয়েছে। এলাকাবাসী জানান ঘটনার পর থেকে তারা আতঙ্কে রয়েছেন। পুলিশ জানিয়েছে তদন (252, 873, 331, 969)
news-story[interactable] (252, 40, 331, 203)
continuation-note: প্রথম পাতার পর (26, 1090, 59, 1097)
story-divider (418, 1418, 497, 1419)
story-headline[interactable]: স্বামীর কাছে (350, 506, 399, 519)
news-story[interactable] (418, 1423, 497, 1541)
news-story[interactable] (252, 1218, 331, 1362)
continuation-note: প্রথম পাতার পর (109, 1086, 142, 1093)
story-body: প্রতিবেদকের কাছে তিনি বলেন সরকারের সিদ্ধান্ত অনুযায়ী এ বিষয়ে প্রয়োজনীয় ব্যবস্থা গ্রহণ করা হয়েছে এবং স্থানীয় প্রশাসনকে নির্দেশনা দেওয়া হয়েছে। এলাকাবাসী জানান ঘটনার পর থেকে তারা আতঙ্কে রয়েছেন। পুলিশ জানিয়েছে তদন্ত চলছে এবং দোষীদের আইনের আওতায় আনা হবে। প্রতিবেদকের কাছে তিনি বলেন সরকারের সিদ্ধান্ত অনুযায়ী এ বিষয়ে প্রয়োজনীয় ব্যবস্থা গ্রহণ করা হয়েছে এবং স্থানীয় প্রশাসনকে নির্দেশনা দেওয়া হয়েছে। এলাকাবাসী জানান ঘটনার পর থেকে তারা আতঙ্কে রয়েছেন। পুলিশ জানিয়েছে তদন্ত চলছে এবং দোষীদের আইনের আওতায় আনা হবে। প্রতিবেদকের কাছে তিনি বলেন সরকারের সিদ্ধান্ত অনুযায়ী এ বিষয়ে প্রয়োজনীয় ব্যবস্থা গ্রহণ করা হয়েছে এবং স্থানীয় প্রশাসনকে নির্দেশনা দেওয়া হয়েছে। এলাকাবাসী জানান ঘটনার পর থেকে তারা আতঙ্কে রয়েছেন। পুলিশ জানিয়েছে তদন্ত চলছে এবং দোষীদের আইনের আওতায় আনা হবে। প্রতিবেদকের কাছে তিনি বলেন সরকারের সিদ্ধান্ত অনুযায়ী এ বিষয়ে প্রয়োজনীয় ব্যবস্থা গ্রহণ করা হয়েছে এবং স্থানীয় প্রশাসনকে নির্দেশনা দেওয়া হয়েছে। এলাকাবাসী জানান ঘটনার পর থেকে তারা আতঙ্কে রয়েছেন। পুলিশ জানিয়েছে তদন্ত চলছে এবং দোষীদের আইনের আওতায় আনা হবে। প্রতিবেদকের কাছে তিনি বলেন সরকারের সিদ্ধান্ত অনুযায়ী এ বিষয়ে প্রয়োজনীয় ব্যবস্থা গ্রহণ করা হয়েছে এবং স্থানীয় প্রশাসনকে নির্দেশনা দেওয়া হয়েছে। এলাকাবাসী জানান ঘটনার পর থেকে তারা আতঙ্কে রয়েছেন। পুলিশ জানিয়েছে তদন্ত চলছে এবং দোষীদের আইনের আওতায় আনা হবে। প্রতিবেদকের কাছে তিনি বলেন সরকারের সিদ্ধান্ত অনুযায়ী এ বিষয়ে প্রয়োজনীয় ব্যবস্থা গ্রহণ করা হয়েছে এবং স্থানীয় প্রশাসনকে নির্দেশনা দেওয়া হয়েছে। এলাকাবাসী জানান ঘটনার পর থেকে তারা আতঙ্কে রয়েছেন। পুলিশ জানিয়েছে তদন্ত চলছে এবং দোষীদের আইনের আওতায় আনা হবে। প্রতিবেদকের কাছে তিনি বলেন সরকারের সিদ্ধান্ত অনুযায়ী এ বিষয়ে প্রয়োজনীয় ব্যবস্থা গ্রহণ করা হয়েছে এবং স্থানীয় প্রশাসনকে নির্দেশনা দেওয়া হয়েছে। এলাকাবাসী জানান ঘটনার পর থেকে তারা আতঙ্কে রয়েছেন। পুলিশ জানিয়েছে তদন্ত চলছে এবং দোষীদের আইনের আওতায় আনা হবে। প্রতিবেদকের কাছে তিনি বলেন সরকারের সিদ্ধান্ত অনুযায়ী এ বিষয়ে প্রয়োজনীয় ব্যবস্থা গ্রহণ করা হয়েছে এবং স্থানীয় প্রশাসনকে নির্দেশনা দেওয়া হয়েছে। এলাকাবাসী জানান ঘটনার পর থেকে তারা আতঙ্কে রয়েছেন। পুলিশ জানিয়েছে তদন্ত চলছে এবং দোষীদের আইনের আওতায় আনা হবে। প্রতিবেদকের কাছে তিনি বলেন সরকারের সিদ্ধান্ত অনুযায়ী এ বিষয়ে প্রয়োজনীয় ব্যবস্থা গ্রহণ করা হয়েছে এবং স্থানীয় প্রশাসনকে নির্দেশনা দেওয়া হয়েছে। এলাকাবাসী জানান ঘটনার পর থেকে তারা আতঙ্কে রয়েছেন। পুলিশ জানিয়েছে তদন্ত চলছে এবং দোষীদের আইনের আওতায় আনা হবে। প্রতিবেদকের কাছে তিনি বলেন সরকারের সিদ্ধান্ত অনুযায়ী এ বিষয়ে প্রয়োজনীয় ব্যবস্থা গ্রহণ করা হয়েছে এবং স্থানীয় প্রশাসনকে নির্দেশনা দেওয়া হয়েছে। এলাকাবাসী জানান ঘটনার পর থেকে তারা আতঙ্কে রয়েছেন। পুলিশ জানিয়েছে তদন্ত চলছে এবং দোষীদের আইনের আওতায় আনা হবে। প্রতিবেদকের কাছে তিনি বলেন সরক (418, 575, 497, 1086)
news-story[interactable] (86, 883, 165, 1071)
continuation-note: প্রথম পাতার পর (275, 387, 308, 394)
story-divider (86, 878, 165, 879)
story-body: প্রতিবেদকের কাছে তিনি বলেন সরকারের সিদ্ধান্ত অনুযায়ী এ বিষয়ে প্রয়োজনীয় ব্যবস্থা গ্রহণ করা হয়েছে এবং স্থানীয় প্রশাসনকে নির্দেশনা দেওয়া হয়েছে। এলাকাবাসী জানান ঘটনার পর থেকে তারা আতঙ্কে রয়েছেন। পুলিশ জানিয়েছে তদন্ত চলছে এবং দোষীদের আইনের আওতায় আনা হবে। প্রতিবেদকের কাছে তিনি বলেন সরকারের সিদ্ধান্ত অনুযায়ী এ বিষয়ে প্রয়োজনীয় ব্যবস্থা গ্রহণ করা হয়েছে এবং স্থানীয় প্রশাসনকে নির্দেশনা দেওয়া হয়েছে। এলাকাবাসী জানান ঘটনার পর থেকে তারা আতঙ্কে রয়েছেন। পুলিশ জানিয়েছে তদন্ত চলছে এবং দোষীদের আইনের আওতায় আনা হবে। প্রতিবেদকের কাছে তিনি বলেন সরকারের সিদ্ধান্ত অনুযায়ী এ বিষয়ে প্রয়োজনীয় ব্যবস্থা গ্রহণ করা হয়েছে এবং স্থানীয় প্রশাসনকে নির্দেশনা দেওয়া হয়েছে। এলাকাবাসী জানান ঘটনার পর থেকে তারা আতঙ্কে রয়েছেন (252, 61, 331, 200)
masthead (0, 0, 500, 36)
column-separator (333, 38, 334, 772)
story-divider (3, 227, 82, 228)
story-body: প্রতিবেদকের কাছে তিনি বলেন সরকারের সিদ্ধান্ত অনুযায়ী এ বিষয়ে প্রয়োজনীয় ব্যবস্থা গ্রহণ করা হয়েছে এবং স্থানীয় প্রশাসনকে নির্দেশনা দেওয়া হয়েছে। এলাকাবাসী জানান ঘটনার পর থেকে তারা আতঙ্কে রয়েছেন। পুলিশ জানিয়েছে তদন্ত চলছে এবং দোষীদের আইনের আওতায় আনা হবে। প্রতিবেদকের কাছে তিনি বলেন সরকারের সিদ্ধান্ত অনুযায়ী এ বিষয়ে প্রয়োজনীয় ব্যবস্থা গ্রহণ করা হয়েছে এবং স্থানীয় প্রশাসনকে নির্দেশনা দেওয়া হয়েছে। এলাকাবাসী জানান ঘটনার পর থেকে তারা আতঙ্কে রয়েছেন। পুলিশ জানিয়েছে তদন্ত চলছে এবং দোষীদের আইনের আওতায় আনা হবে। প্রতিবেদকের কাছে তিনি বলেন সরকারের সিদ্ধান্ত অনুযায়ী এ বিষয়ে প্রয়োজনীয় ব্য (335, 61, 414, 181)
continuation-note: প্রথম পাতার পর (358, 298, 391, 305)
story-divider (418, 1088, 497, 1089)
news-story[interactable] (335, 285, 414, 405)
story-divider (335, 502, 414, 503)
news-story[interactable] (3, 232, 82, 699)
continuation-note: প্রথম পাতার পর (275, 864, 308, 871)
story-body: প্রতিবেদকের কাছে তিনি বলেন সরকারের সিদ্ধান্ত অনুযায়ী এ বিষয়ে প্রয়োজনীয় ব্যবস্থা গ্রহণ করা হয়েছে এবং স্থানীয় প্রশাসনকে নির্দেশনা দেওয়া হয়েছে। এলাকাবাসী জানান ঘটনার পর থেকে তারা আতঙ্কে রয়েছেন। পুলিশ জানিয়েছে তদন্ত চলছে এবং দোষীদের আইনের আওতায় আনা হবে। প্রতিবেদকের কাছে তিনি বলেন সরকারের সিদ্ধান্ত অনুযায়ী এ বিষয়ে প্রয়োজনীয় ব্যবস্থা গ্রহণ করা হয়েছে এবং স্থানীয় প্রশাসনকে নির্দেশনা দেওয়া হয়েছে। এলাকাবাসী জানান ঘটনার পর থেকে তারা আতঙ্কে রয়েছেন। পুলিশ জানিয়েছে তদন্ত চলছে এবং দোষীদের আইনের আওতায় আনা হবে। প্রতিবেদকের কাছে তিনি বলেন সরকারের সিদ্ধান্ত অনুযায়ী এ বিষয়ে প্রয়োজনীয় ব্যবস্থা গ্রহণ করা হয়েছে এবং স্থানীয় প্রশাসনকে নির্দেশনা দেওয়া হয়েছে। এলাকাবাসী জানান ঘটনার পর থেকে তারা আতঙ্কে রয়েছেন। পুলিশ জানিয়েছে তদন্ত চলছে এবং দোষীদের আইনের আওতায় আনা হবে। প্রতিবেদকের কাছে তিনি বলেন সরকারের সিদ্ধান্ত অনুযায়ী এ বিষয়ে প্রয়োজনীয় ব্যবস্থা গ্রহণ করা হয়েছে এবং স্থানীয় প্রশাসনকে নির্দেশনা দেওয়া হয়েছে। এলাকাবাসী জানান ঘটনার পর থেকে তারা আতঙ্কে রয়েছেন। পুলিশ জানিয়েছে তদন্ত চলছে এবং দোষীদের আইনের আওতায় আনা হবে। প্রতিবেদকের কাছে তিনি বলেন সরকারের সিদ্ধান্ত অনুযায়ী এ বিষয়ে প্রয়োজনীয় ব্যবস্থা গ্রহণ করা হয়েছে এবং স্থানীয় প্রশাসনকে নির্দেশনা দেওয়া হয়েছে। এলাকাবাসী জানান ঘটনার পর থেকে তারা আতঙ্কে রয়েছেন। পুলিশ জানিয়েছে তদন্ত চলছে এবং দোষীদের আইনের আওতায় আনা হবে। প্রতিবেদকের কাছে তিনি বলেন সরকারের সিদ্ধান্ত অনুযায়ী এ বিষয়ে প্রয়োজনীয় ব্যবস্থা গ্রহণ করা হয়েছে এবং স্থানীয় প্রশাসনকে নির্দেশনা দেওয়া হয়েছে। এলাকাবাসী জানান ঘটনার পর থেকে তারা আতঙ্কে রয়েছেন। পুলিশ জানিয়েছে তদন্ত চলছে এবং দোষীদের আইনের আওতায় আনা হবে। প্রতিবেদকের কাছে তিনি বলেন সরকারের সিদ্ধান্ত অনুযায়ী এ বিষয়ে প্রয়োজনীয় ব্যবস্থা গ্রহণ করা হয়েছে এবং স্থানীয় প্রশাসনকে নির্দেশনা দেওয়া হয়েছে। এলাকাবাসী জানান ঘটনার পর থেকে তারা আতঙ্কে রয়েছেন। পুলিশ জানিয়েছে তদন্ত চলছে এবং দোষ (3, 725, 82, 1072)
continuation-note: প্রথম পাতার পর (109, 52, 142, 58)
story-body: প্রতিবেদকের কাছে তিনি বলেন সরকারের সিদ্ধান্ত অনুযায়ী এ বিষয়ে প্রয়োজনীয় ব্যবস্থা গ্রহণ করা হয়েছে এবং স্থানীয় প্রশাসনকে নির্দেশনা দেওয়া হয়েছে। এলাকাবাসী জানান ঘটনার পর থেকে তারা আতঙ্কে রয়েছেন। পুলিশ জানিয়েছে তদন্ত চলছে এবং দোষীদের আইনের আওতায় আনা হবে। প্রতিবেদকের কাছে তিনি বলেন সরকারের সিদ্ধান্ত অনুযায়ী এ বিষয়ে প্রয়োজনীয় ব্যবস্থা গ্রহণ করা হয়েছে এবং স্থানীয় প্রশাসনকে নির্দেশনা দেওয়া হয়েছে। এলাকাবাসী জানান ঘটনার পর থেকে তারা আতঙ্কে রয়েছেন। পুলিশ জানিয়েছে তদন্ত চলছে এবং দোষীদের আইনের আওতায় আনা হবে। প্রতিবেদকের কাছে তিনি বলেন সরকারের সিদ্ধান্ত অনুযায়ী এ বিষয়ে প্রয়োজনীয় ব্যবস্থা গ্রহণ করা হয়েছে এবং স্থানীয় প্রশাসনকে নির্দেশনা দেওয়া হয়েছে। এলাকাবাসী জানান ঘটনার পর থেকে তারা আতঙ্কে রয়েছেন। পুলিশ জানিয়েছে তদন্ত চলছে এবং দোষীদের আইনের আওতায় আনা হবে। প্রতিবেদকের কাছে তিনি বলেন সরকারের সিদ্ধান্ত অনুযায়ী এ ব (86, 904, 165, 1068)
weekday: সোমবার (203, 7, 227, 15)
story-divider (252, 202, 331, 203)
news-story[interactable] (169, 1100, 248, 1382)
continuation-note: প্রথম পাতার পর (192, 737, 225, 744)
story-divider (252, 848, 331, 849)
news-story[interactable] (252, 853, 331, 971)
story-body: প্রতিবেদকের কাছে তিনি বলেন সরকারের সিদ্ধান্ত অনুযায়ী এ বিষয়ে প্রয়োজনীয় ব্যবস্থা গ্রহণ করা হয়েছে এবং স্থানীয় প্রশাসনকে নির্দেশনা দেওয়া হয়েছে। এলাকাবাসী জানান ঘটনার পর থেকে তারা আতঙ্কে রয়েছেন। পুলিশ জানিয়েছে তদন্ত চলছে এবং দোষীদের আইনের আওতায় আনা হবে। প্রতিবেদকের কাছে তিনি বলেন সরকারের সিদ্ধান্ত অনুযায়ী এ বিষয়ে প্রয়োজনীয় ব্যবস্থা গ্রহণ করা হয়েছে এবং স্থানীয় প্রশাসনকে নির্দেশনা দেওয়া হয়েছে। এলাকাবাসী জানান ঘটনার পর থেকে তারা আতঙ্কে রয়েছেন। পুলিশ জানিয়েছে তদন্ত চলছে এবং দোষীদের আইনের আওতায় আনা হবে। প্রতিবেদকের কাছে তিনি বলেন সরকারের সিদ্ধান্ত অনুযায়ী এ বিষয়ে প্রয়োজনীয় ব্যবস্থা গ্রহণ করা হয়েছে এবং স্থানীয় প্রশাসনকে নির্দেশনা দেওয়া হয়েছে। এলাকাবাসী জানান ঘটনার পর থেকে তারা আতঙ্কে রয়েছেন (86, 737, 165, 876)
story-body: প্রতিবেদকের কাছে তিনি বলেন সরকারের সিদ্ধান্ত অনুযায়ী এ বিষয়ে প্রয়োজনীয় ব্যবস্থা গ্রহণ করা হয়েছে এবং স্থানীয় প্রশাসনকে নির্দেশনা দেওয়া হয়েছে। এলাকাবাসী জানান ঘটনার পর থেকে তারা আতঙ্কে রয়েছেন। পুলিশ জানিয়েছে তদন্ত চলছে এবং দোষীদের আইনের আওতায় আনা হবে। প্রতিবেদকের কাছে তিনি বলেন সরকারের সিদ্ধান্ত অনুযায়ী এ বিষয়ে প্রয়োজনীয় ব্যবস্থা গ্রহণ করা হয়েছে এবং স্থানীয় প্রশাসনকে নির্দেশনা দেওয়া হয়েছে। এলাকাবাসী জানান ঘটনার পর থেকে তারা আতঙ্কে রয়েছেন। পুলিশ জানিয়েছে তদন্ত চলছে এবং দোষীদের আইনের আওতায় আনা হবে। প্রতিবেদকের কাছে তিনি বলেন সরকারের সিদ্ধান্ত অনুযায়ী এ বিষয়ে প্রয়োজনীয় ব্যবস্থা গ্রহণ করা হয়েছে এবং স্থানীয় প্রশাসনকে নির্দেশনা দেওয়া হয়েছে। এলাকাবাসী জানান ঘটনার পর থেকে তারা আতঙ্কে রয়েছেন। পুলিশ জানিয়েছে তদন্ত চলছে এবং দোষীদের আইনের আওতায় আনা হবে। প্রতিবেদকের কাছে তিনি বলেন সরকারের সিদ্ধান্ত অনুযায়ী এ বিষয়ে প্রয়োজনীয় ব্যবস্থা গ্রহণ করা হয়েছে এবং স্থানীয় প্রশাসনকে নির্দেশনা দেওয়া হয়েছে। এলাকাবাসী জানান ঘটনার পর থেকে তারা আতঙ্কে রয়েছেন। পুলিশ জানিয়েছে তদন্ত চলছে এবং দোষীদের আইনের আওতায় আনা হবে। প্রতিবেদকের কাছে তিনি বলেন সরকারের সিদ্ধান্ত অনুযায়ী এ বিষয়ে প্রয়োজনীয় ব্যবস্থা গ্রহণ করা হয়েছে এবং স্থানীয় প্রশাসনকে নির্দেশনা দেওয়া হয়েছে। এলাকাবাসী জানান ঘটনার পর থেকে তারা আতঙ্কে রয়েছেন। পুলিশ জানিয়েছে তদন্ত চলছে এবং দোষীদের আইনের আওতায় আনা হবে। প্রতিবেদকের কাছে তিনি বলেন সরকারের সিদ্ধান্ত অনুযায়ী এ বিষয়ে প্রয়োজনীয় ব্যবস্থা গ্রহণ করা হয়েছে এবং স্থানীয় প্রশাসনকে নির্দেশনা দেওয়া হয়েছে। এলাকাবাসী জানান ঘটনার পর থেকে তারা আতঙ্কে রয়েছেন। পুলিশ জানিয়েছে তদন্ত চলছে এবং দোষীদের আইনের আওতায় আনা হবে। প্রতিবেদকের কাছে তিনি বলেন সরকারের সিদ্ধান্ত অনুযায়ী এ বিষয়ে প্রয়োজনীয় ব্যবস্থা গ্রহণ করা হয়েছে এবং স্থানীয় প্রশাসনকে নির্দেশনা দেওয়া হয়েছে। এলাকাবাসী জানান ঘটনার পর থেকে তারা আতঙ্কে রয়েছেন। পুলিশ জানিয়েছে তদন্ত চলছে এবং দোষ (3, 1099, 82, 1446)
news-story[interactable] (418, 553, 497, 1089)
story-body: প্রতিবেদকের কাছে তিনি বলেন সরকারের সিদ্ধান্ত অনুযায়ী এ বিষয়ে প্রয়োজনীয় ব্যবস্থা গ্রহণ করা হয়েছে এবং স্থানীয় প্রশাসনকে নির্দেশনা দেওয়া হয়েছে। এলাকাবাসী জানান ঘটনার পর থেকে তারা আতঙ্কে রয়েছেন। পুলিশ জানিয়েছে তদন্ত চলছে এবং দোষীদের আইনের আওতায় আনা হবে। প্রতিবেদকের কাছে তিনি বলেন সরকারের সিদ্ধান্ত অনুযায়ী এ বিষয়ে প্রয়োজনীয় ব্যবস্থা গ্রহণ করা হয়েছে এবং স্থানীয় প্রশাসনকে নির্দেশনা দেওয়া হয়েছে। এলাকাবাসী জানান ঘটনার পর থেকে তারা আতঙ্কে রয়েছেন। পুলিশ জানিয়েছে তদন্ত চলছে এবং দোষীদের আইনের আওতায় আনা হবে। প্রতিবেদকের কাছে তিনি বলেন সরকারের সিদ্ধান্ত অনুযায়ী এ বিষয়ে প্রয়োজনীয় ব্য (252, 726, 331, 846)
column-5 (335, 38, 414, 1118)
news-story[interactable] (3, 1079, 82, 1449)
continuation-note: প্রথম পাতার পর (275, 1229, 308, 1236)
story-headline[interactable]: ইতিহাসের (107, 40, 144, 50)
story-divider (3, 698, 82, 699)
story-divider (252, 1213, 331, 1214)
story-headline[interactable]: বিএনপি (360, 187, 389, 198)
story-divider (335, 404, 414, 405)
story-headline[interactable]: সাবেক সিইসি (184, 1100, 233, 1111)
story-divider (252, 970, 331, 971)
logo-part-1: দেশ (10, 7, 36, 27)
continuation-note: প্রথম পাতার পর (192, 1112, 225, 1119)
continuation-note: প্রথম পাতার পর (192, 52, 225, 58)
news-story[interactable] (335, 409, 414, 502)
news-story[interactable] (169, 726, 248, 1096)
story-headline[interactable]: গাজায় প্রকট হচ্ছে (419, 552, 496, 565)
continuation-note: প্রথম পাতার পর (275, 1377, 308, 1384)
news-story[interactable] (418, 1093, 497, 1419)
story-divider (169, 573, 248, 574)
continuation-note: প্রথম পাতার পর (26, 716, 59, 723)
story-headline[interactable]: চৌরিনজাদপের (347, 769, 402, 780)
story-headline[interactable]: জার্মানিতে (273, 975, 310, 986)
story-body: প্রতিবেদকের কাছে তিনি বলেন সরকারের সিদ্ধান্ত অনুযায়ী এ বিষয়ে প্রয়োজনীয় ব্যবস্থা গ্রহণ করা হয়েছে এবং স্থানীয় প্রশাসনকে নির্দেশনা দেওয়া হয়েছে। এলাকাবাসী জানান ঘটনার পর থেকে তারা আতঙ্কে রয়েছেন। পুলিশ জানিয়েছে তদন্ত চলছে এবং দোষীদের আইনের আওতায় আনা হবে। প্রতিবেদকের কাছে তিনি বলেন সরকারের সিদ্ধান্ত অনুযায়ী এ বিষয়ে প্রয়োজনীয় ব্যবস্থা গ্রহণ করা হয়েছে এবং স্থানীয় প্রশাসনকে নির্দেশনা দেওয়া হয়েছে। এলাকাবাসী জানান ঘটনার পর থেকে তারা আতঙ্কে রয়েছেন। পুলিশ জানিয়েছে তদন (252, 1483, 331, 1578)
story-headline[interactable]: বৃষ্টি ও (280, 1365, 303, 1376)
story-body: প্রতিবেদকের কাছে তিনি বলেন সরকারের সিদ্ধান্ত অনুযায়ী এ বিষয়ে প্রয়োজনীয় ব্যবস্থা গ্রহণ করা হয়েছে এবং স্থানীয় প্রশাসনকে নির্দেশনা দেওয়া হয়েছে। এলাকাবাসী জানান ঘটনার পর থেকে তারা আতঙ্কে রয়েছেন। পুলিশ জানিয়েছে তদন্ত চলছে এবং দোষীদের আইনের আওতায় আনা হবে। প্রতিবেদকের কাছে তিনি বলেন সরকারের সিদ্ধান্ত অনুযায়ী এ বিষয়ে প্রয়োজনীয় ব্যবস্থা গ্রহণ করা হয়েছে এবং স্থানীয় প্রশাসনকে নির্দেশনা দেওয়া হয়েছে। এলাকাবাসী জানান ঘটনার পর থেকে তারা আতঙ্কে রয়েছেন। পুলিশ জানিয়েছে তদন্ত চলছে এবং দোষীদের আইনের আওতায় আনা হবে। প্রতিবেদকের কাছে তিনি বলেন সরকারের সিদ্ধান্ত অনুযায়ী এ বিষয়ে প্রয়োজনীয় ব্যবস্থা গ্রহণ করা হয়েছে এবং স্থানীয় প্রশাসনকে নির্দেশনা দেওয়া হয়েছে। এলাকাবাসী জানান ঘটনার পর থেকে তারা আতঙ্কে রয়েছেন (252, 227, 331, 366)
story-headline[interactable]: নিজ বাড়িতে (268, 206, 315, 217)
story-body: প্রতিবেদকের কাছে তিনি বলেন সরকারের সিদ্ধান্ত অনুযায়ী এ বিষয়ে প্রয়োজনীয় ব্যবস্থা গ্রহণ করা হয়েছে এবং স্থানীয় প্রশাসনকে নির্দেশনা দেওয়া হয়েছে। এলাকাবাসী জানান ঘটনার পর থেকে তারা আতঙ্কে রয়েছেন। পুলিশ জানিয়েছে তদন্ত চলছে এবং দোষীদের আইনের আওতায় আনা হবে। প্রতিবেদকের কাছে তিনি বলেন সরকারের সিদ্ধান্ত অনুযায়ী এ বিষয়ে প্রয়োজনীয় ব্যবস্থা গ্রহণ করা হয়েছে এবং স্থানীয় প্রশাসনকে নির্দেশনা দেওয়া হয়েছে। এলাকাবাসী জানান ঘটনার পর থেকে তারা আতঙ্কে রয়েছেন। পুলিশ জানিয়েছে তদন্ত চলছে এবং দোষীদের আইনের আওতায় আনা হবে। প্রতিবেদকের কাছে তিনি বলেন সরকারের সিদ্ধান্ত অনুযায়ী এ বিষয়ে প্রয়োজনীয় ব্য (252, 1238, 331, 1358)
column-6 (418, 38, 497, 1539)
story-headline[interactable]: পাবনা (280, 852, 303, 863)
continuation-note: প্রথম পাতার পর (275, 1474, 308, 1481)
story-divider (335, 1120, 414, 1121)
continuation-note: প্রথম পাতার পর (441, 52, 474, 58)
continuation-note: প্রথম পাতার পর (358, 520, 391, 527)
news-story[interactable] (418, 40, 497, 549)
story-body: প্রতিবেদকের কাছে তিনি বলেন সরকারের সিদ্ধান্ত অনুযায়ী এ বিষয়ে প্রয়োজনীয় ব্যবস্থা গ্রহণ করা হয়েছে এবং স্থানীয় প্রশাসনকে নির্দেশনা দেওয়া হয়েছে। এলাকাবাসী জানান ঘটনার পর থেকে তারা আতঙ্কে রয়েছেন। পুলিশ জানিয়েছে তদন্ত চলছে এবং দোষীদের আইনের আওতায় আনা হবে। প্রতিবেদকের কাছে তিনি বলেন সরকারের সিদ্ধান্ত অনুযায়ী এ বিষয়ে প্রয়োজনীয় ব্যবস্থা গ্রহণ করা হয়েছ (252, 1386, 331, 1456)
story-headline[interactable]: অর্থ উপদেষ্টার (12, 231, 73, 244)
continuation-note: প্রথম পাতার পর (441, 1104, 474, 1111)
story-body: প্রতিবেদকের কাছে তিনি বলেন সরকারের সিদ্ধান্ত অনুযায়ী এ বিষয়ে প্রয়োজনীয় ব্যবস্থা গ্রহণ করা হয়েছে এবং স্থানীয় প্রশাসনকে নির্দেশনা দেওয়া হয়েছে। এলাকাবাসী জানান ঘটনার পর থেকে তারা আতঙ্কে রয়েছেন। পুলিশ জানিয়েছে তদন্ত চলছে এবং দোষীদের আইনের আওতায় আনা হবে। প্রতিবেদকের কাছে তিনি বলেন সরকারের সিদ্ধান্ত অনুযায়ী এ বিষয়ে প্রয়োজনীয় ব্যবস্থা গ্রহণ করা হয়েছে এবং স্থানীয় প্রশাসনকে নির্দেশনা দেওয়া হয়েছে। এলাকাবাসী জানান ঘটনার পর থেকে তারা আতঙ্কে রয়েছেন। পুলিশ জানিয়েছে তদন্ত চলছে এবং দোষীদের আইনের আওতায় আনা হবে। প্রতিবেদকের কাছে তিনি বলেন সরকারের সিদ্ধান্ত অনুযায়ী এ বিষয়ে প্রয়োজনীয় ব্যবস্থা গ্রহণ করা হয়েছে এবং স্থানীয় প্রশাসনকে নির্দেশনা দেওয়া হয়েছে। এলাকাবাসী জানান ঘটনার পর থেকে তারা আতঙ্কে রয়েছেন। পুলিশ জানিয়েছে তদন্ত চলছে এবং দোষীদের আইনের আওতায় আনা হবে। প্রতিবেদকের কাছে তিনি বলেন সরকারের সিদ্ধান্ত অনুযায়ী এ বিষয়ে প্রয়োজনীয় ব্যবস্থা গ্রহণ করা হয়েছে এবং স্থানীয় প্রশাসনকে নির্দেশনা দেওয়া হয়েছে। এলাকাবাসী জানান ঘটনার পর থেকে তারা আতঙ্কে রয়েছেন। পুলিশ জানিয়েছে তদন্ত চলছে এবং দোষীদের আইনের আওতায় আনা হবে। প্রতিবেদকের কাছে তিনি বলেন সরকারের সিদ্ধান্ত অনুযায়ী এ বিষয়ে প্রয়োজনীয় ব্যবস্থা গ্রহণ করা হয়েছে এবং স্থানীয় প্রশাসনকে নির্দেশনা দেওয়া হয়েছে। এলাকাবাসী জানান ঘটনার পর থেকে তারা আতঙ্কে রয়েছেন। পুলিশ জানিয়েছে তদন্ত চলছে এবং দোষীদের আইনের আওতায় আনা হবে। প্রতিবেদকের কাছে তিনি বলেন সরকারের সিদ্ধান্ত অনুযায়ী এ বিষয়ে প্রয়োজনীয় ব্যবস্থা গ্রহণ করা হয়েছে এবং স্থানীয় প্রশাসনকে নির্দেশনা দেওয়া হয়েছে। এলাকাবাসী জানান ঘটনার পর থেকে তারা আতঙ্কে রয়েছেন। পুলিশ জানিয়েছে তদন্ত চলছে এবং দোষীদের আইনের আওতায় আনা হবে। প্রতিবেদকের কাছে তিনি বলেন সরকারের সিদ্ধান্ত অনুযায়ী এ বিষয়ে প্রয়োজনীয় ব্যবস্থা গ্রহণ করা হয়েছে এবং স্থানীয় (335, 790, 414, 1118)
story-headline[interactable]: ক্ষমতায় এসে (15, 702, 70, 715)
issue-date (160, 6, 270, 26)
story-body: প্রতিবেদকের কাছে তিনি বলেন সরকারের সিদ্ধান্ত অনুযায়ী এ বিষয়ে প্রয়োজনীয় ব্যবস্থা গ্রহণ করা হয়েছে এবং স্থানীয় প্রশাসনকে নির্দেশনা দেওয়া হয়েছে। এলাকাবাসী জানান ঘটনার পর থেকে তারা আতঙ্কে রয়েছেন। পুলিশ জানিয়েছে তদন্ত চলছে এবং দোষীদের আইনের আওতায় আনা হবে। প্রতিবেদকের কাছে তিনি বলেন সরকারের সিদ্ধান্ত অনুযায়ী এ বিষয়ে প্রয়োজনীয় ব্যবস্থা গ্রহণ করা হয়েছে এবং স্থানীয় প্রশাসনকে নির্দেশনা দেওয়া হয়েছে। এলাকাবাসী জানান ঘটনার পর থেকে তারা আতঙ্কে রয়েছেন। পুলিশ জানিয়েছে তদন্ত চলছে এবং দোষীদের আইনের আওতায় আনা হবে। প্রতিবেদকের কাছে তিনি বলেন সরকারের সিদ্ধান্ত অনুযায়ী এ বিষয়ে প্রয়োজনীয় ব্যবস্থা গ্রহণ করা হয়েছে এবং স্থানীয় প্রশাসনকে নির্দেশনা দেওয়া হয়েছে। এলাকাবাসী জানান ঘটনার পর থেকে তারা আতঙ্কে রয়েছেন। পুলিশ জানিয়েছে তদন্ত চলছে এবং দোষীদের আইনের আওতায় আনা হবে। প্রতিবেদকের কাছে তিনি বলেন সরকারের সিদ্ধান্ত অনুযায়ী এ বিষয়ে প্রয়োজনীয় ব্যবস্থা গ্রহণ করা হয়েছে এবং স্থানীয় প্রশাসনকে নির্দেশনা দেওয়া হয়েছে। এলাকাবাসী জানান ঘটনার পর থেকে তারা আতঙ্কে রয়েছেন। পুলিশ জানিয়েছে তদন্ত চলছে এবং দোষীদের আইনের আওতায় আনা হবে। প্রতিবেদকের কাছে তিনি বলেন সরকারের সিদ্ধান্ত অনুযায়ী এ বিষয়ে প্রয়োজনীয় ব্যবস্থা গ্রহণ করা হয়েছে এবং স্থানীয় প্রশাসনকে নির্দেশনা দেওয়া হয়েছে। এলাকাবাসী জানান ঘটনার পর থেকে তারা আতঙ্কে রয়েছেন। পুলিশ জানিয়েছে তদন্ত চলছে এবং দোষীদের আইনের আওতায় আনা হবে। প্রতিবেদকের কাছে তিনি বলেন সরকারের সিদ্ধান্ত অনুযায়ী এ বিষয়ে প্রয়োজনীয় ব্যবস্থা গ্রহণ করা হয়েছে এবং স্থানীয় প্রশাসনকে নির্দেশনা দ (86, 1095, 165, 1373)
column-separator (250, 38, 251, 772)
news-story[interactable] (335, 40, 414, 184)
story-headline[interactable]: আলোচনায় (187, 40, 230, 50)
news-story[interactable] (3, 703, 82, 1075)
story-headline[interactable]: ২০১৮ সালের (100, 1074, 151, 1085)
story-headline[interactable]: মব্যবহারের (272, 40, 311, 50)
column-separator (416, 38, 417, 772)
continuation-note: প্রথম পাতার পর (441, 1435, 474, 1442)
story-headline[interactable]: কয়েক মাসের (434, 1092, 481, 1103)
continuation-note: প্রথম পাতার পর (441, 566, 474, 573)
story-headline[interactable]: রাজনীতিতে (20, 1078, 65, 1089)
story-headline[interactable]: ৩ আগস্ট (354, 284, 395, 297)
story-headline[interactable]: হাসপাতালে (270, 1462, 313, 1473)
story-body: প্রতিবেদকের কাছে তিনি বলেন সরকারের সিদ্ধান্ত অনুযায়ী এ বিষয়ে প্রয়োজনীয় ব্যবস্থা গ্রহণ করা হয়েছে এবং স্থানীয় প্রশাসনকে নির্দেশনা দেওয়া হয়েছে। এলাকাবাসী জানান ঘটনার পর থেকে তারা আতঙ্কে রয়েছেন। পুলিশ জানিয়েছে তদন্ত চলছে এবং দোষীদের আইনের আওতায় আনা হবে। প্রতিবেদকের কাছে তিনি বলেন সরকারের সিদ্ধান্ত অনুযায়ী এ বিষয়ে প্রয়োজনীয় ব্যবস্থা গ্রহণ করা হয়েছে এবং স্থানীয় প্রশাসনকে নির্দেশনা দেওয়া হয়েছে। এলাকাবাসী জানান ঘটনার পর থেকে তারা আতঙ্কে রয়েছেন। পুলিশ জানিয়েছে তদন্ত চলছে এবং দোষীদের আইনের আওতায় আনা হবে। প্রতিবেদকের কাছে তিনি বলেন সরকারের সিদ্ধান্ত অনুযায়ী এ বিষয়ে প্রয়োজনীয় ব্যবস্থা গ্রহণ করা হয়েছে এবং স্থানীয় প্রশাসনকে নির্দেশনা দেওয়া হয়েছে। এলাকাবাসী জানান ঘটনার পর থেকে তারা আতঙ্কে রয়েছেন। পুলিশ জানিয়েছে তদন্ত চলছে এবং দোষীদের আইনের আওতায় আনা হবে। প্রতিবেদকের কাছে তিনি বলেন সরকারের সিদ্ধান্ত অনুযায়ী এ বিষয়ে প্রয়োজনীয় ব্যবস্থা গ্রহণ করা হয়েছে এবং স্থানীয় প্রশাসনকে নির্দেশনা দেওয়া হয়েছে। এলাকাবাসী জানান ঘটনার পর থেকে তারা আতঙ্কে রয়েছেন। পুলিশ জানিয়েছে তদন্ত চলছে এবং দোষীদের আইনের আওতায় আনা হবে। প্রতিবেদকের কাছে তিনি বলেন সরকারের সিদ্ধান্ত অনুযায়ী এ বিষয়ে প্রয়োজনীয় ব্যবস্থা গ্রহণ করা হয়েছে এবং স্থানীয় প্রশাসনকে নির্দেশনা দেওয়া হয়েছে। এলাকাবাসী জানান ঘটনার পর থেকে তারা আতঙ্কে রয়েছেন। পুলিশ জানিয়েছে তদন্ত চলছে এবং দোষীদের আইনের আওতায় আনা হবে। প্রতিবেদকের কাছে তিনি বলেন সরকারের সিদ্ধান্ত অনুযায়ী এ বিষয়ে প্রয়োজনীয় ব্যবস্থা গ্রহণ করা হয়েছে এবং স্থানীয় প্রশাসনকে নির্দেশনা দেওয়া হয়েছে। এলাকাবাসী জানান ঘটনার পর থেকে তারা আতঙ্কে রয়েছেন। পুলিশ জানিয়েছে তদন্ত চলছে এবং দোষীদের আইনের আওতায় আনা (252, 396, 331, 699)
continuation-note: প্রথম পাতার পর (192, 590, 225, 597)
continuation-note: প্রথম পাতার পর (109, 728, 142, 735)
column-4 (252, 38, 331, 1578)
column-separator (167, 38, 168, 772)
news-story[interactable] (3, 40, 82, 228)
